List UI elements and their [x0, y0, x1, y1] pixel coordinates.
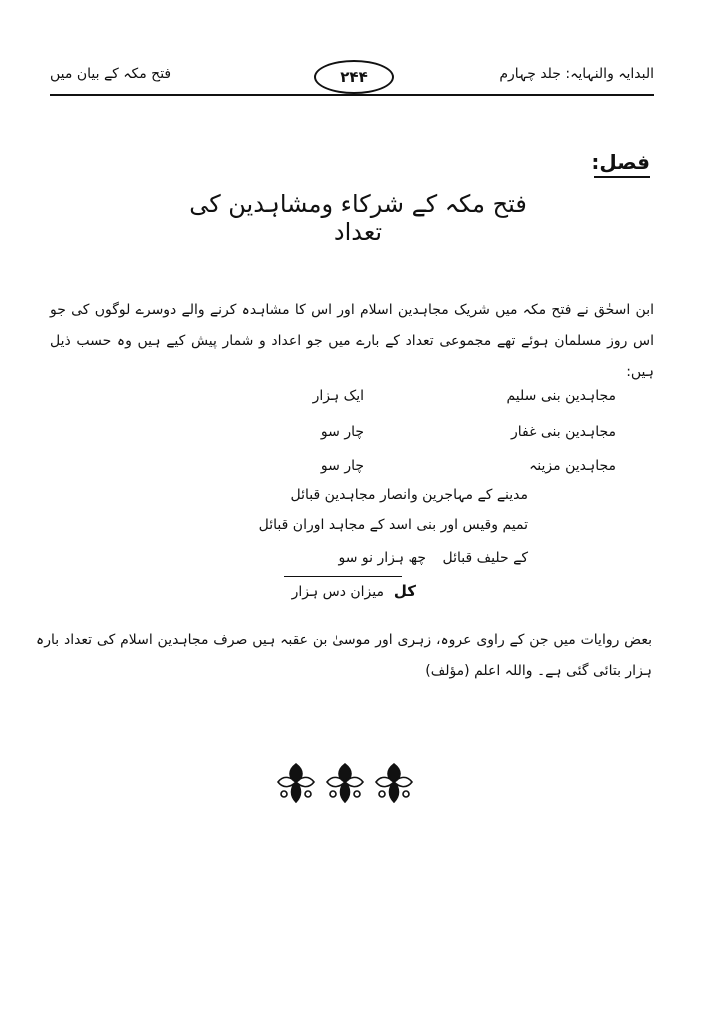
running-head-book-title: البدایہ والنہایہ: جلد چہارم [499, 66, 654, 82]
running-head-chapter: فتح مکہ کے بیان میں [50, 66, 172, 82]
count-value-muzaynah: چار سو [320, 458, 364, 474]
total-value: میزان دس ہزار [291, 584, 384, 600]
count-value-bani-sulaym: ایک ہزار [312, 388, 364, 404]
floral-ornament-icon [272, 760, 418, 804]
count-value-bani-ghifar: چار سو [320, 424, 364, 440]
ornament-motif-center [327, 764, 363, 802]
count-label-bani-ghifar: مجاہدین بنی غفار [510, 424, 616, 440]
ornament-motif-right [376, 764, 412, 802]
page-number-oval [314, 60, 394, 94]
sum-rule [284, 576, 402, 577]
page-number: ۲۴۴ [340, 68, 368, 86]
header-rule [50, 94, 654, 96]
section-label: فصل: [591, 150, 650, 174]
count-label-muzaynah: مجاہدین مزینہ [529, 458, 616, 474]
section-label-underline [594, 176, 650, 178]
count-label-tamim-qays-asad: تمیم وقیس اور بنی اسد کے مجاہد اوران قبائل [258, 517, 528, 533]
count-label-muhajirin-ansar: مدینے کے مہاجرین وانصار مجاہدین قبائل [290, 487, 528, 503]
total-label: کل [393, 582, 416, 600]
ornament-motif-left [278, 764, 314, 802]
note-paragraph: بعض روایات میں جن کے راوی عروہ، زہری اور موسیٰ بن عقبہ ہیں صرف مجاہدین اسلام کی تعداد بارہ ہزار بتائی گئی ہے۔ واللہ اعلم (مؤلف) [36, 632, 652, 679]
count-value-allied-tribes: چھ ہزار نو سو [338, 550, 426, 566]
section-title: فتح مکہ کے شرکاء ومشاہدین کی تعداد [189, 190, 527, 246]
count-label-bani-sulaym: مجاہدین بنی سلیم [506, 388, 616, 404]
intro-paragraph: ابن اسحٰق نے فتح مکہ میں شریک مجاہدین اسلام اور اس کا مشاہدہ کرنے والے دوسرے لوگوں کی جو اس روز مسلمان ہوئے تھے مجموعی تعداد کے بارے میں جو اعداد و شمار پیش کیے ہیں وہ حسب ذیل ہیں: [50, 302, 654, 380]
count-label-allied-tribes: کے حلیف قبائل [442, 550, 528, 566]
